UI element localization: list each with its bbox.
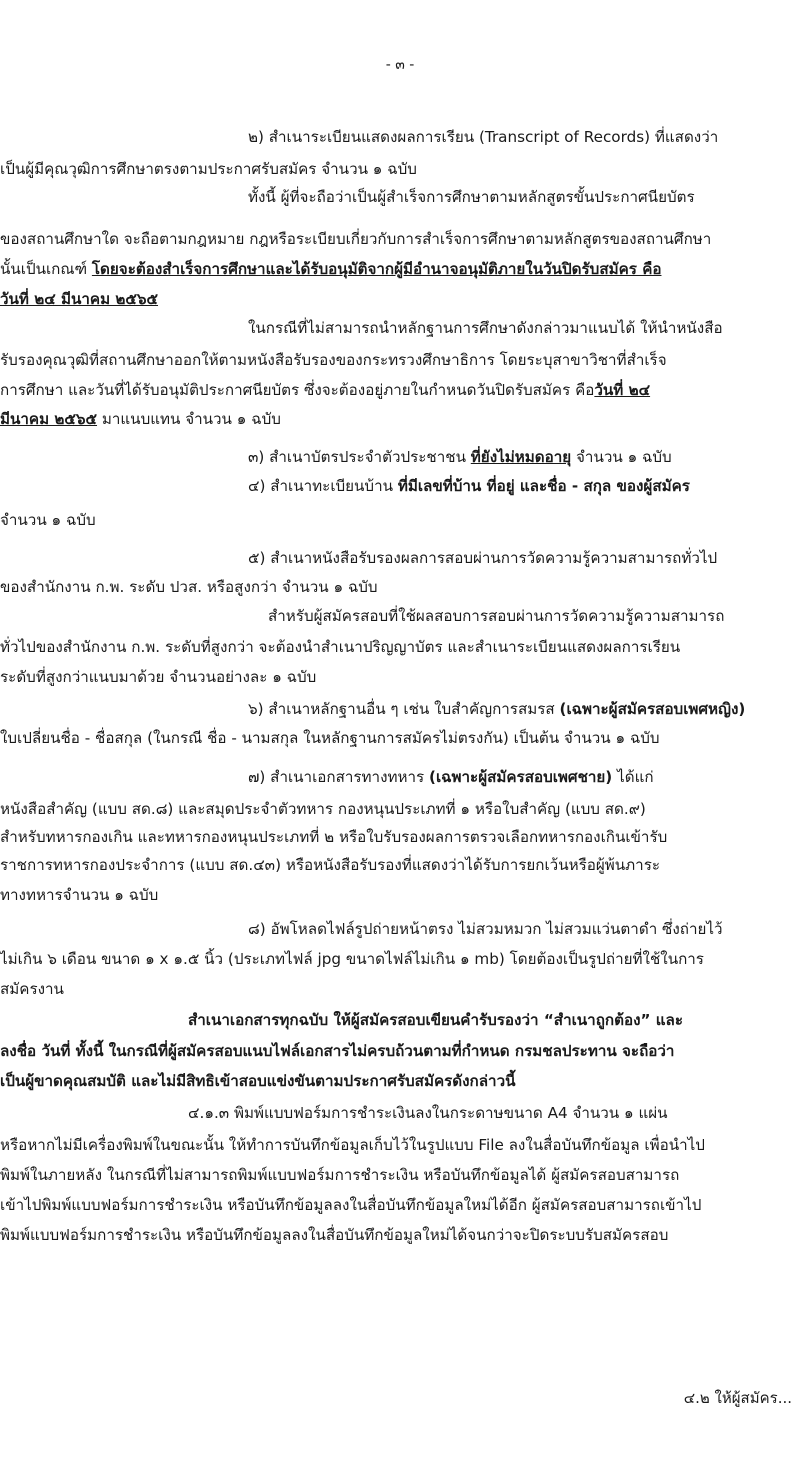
text-segment: วันที่ ๒๔ มีนาคม ๒๕๖๕ (0, 290, 159, 308)
text-segment: รับรองคุณวุฒิที่สถานศึกษาออกให้ตามหนังสือรับรองของกระทรวงศึกษาธิการ โดยระบุสาขาวิชาที่สำเร็จ (0, 351, 667, 369)
text-segment: พิมพ์แบบฟอร์มการชำระเงิน หรือบันทึกข้อมูลลงในสื่อบันทึกข้อมูลใหม่ได้จนกว่าจะปิดระบบรับสมัครสอบ (0, 1226, 669, 1244)
text-line (0, 946, 800, 972)
text-segment: ทางทหารจำนวน ๑ ฉบับ (0, 886, 159, 904)
text-line (0, 377, 800, 403)
text-segment: ๕) สำเนาหนังสือรับรองผลการสอบผ่านการวัดความรู้ความสามารถทั่วไป (248, 549, 718, 567)
text-line (0, 406, 800, 432)
text-line (0, 764, 800, 790)
text-segment: ที่ยังไม่หมดอายุ (470, 448, 572, 466)
text-line (0, 696, 800, 722)
text-segment: ได้แก่ (612, 768, 654, 786)
text-segment: ๗) สำเนาเอกสารทางทหาร (248, 768, 430, 786)
text-segment: เข้าไปพิมพ์แบบฟอร์มการชำระเงิน หรือบันทึกข้อมูลลงในสื่อบันทึกข้อมูลใหม่ได้อีก ผู้สมัครสอบสามารถเข้าไป (0, 1196, 702, 1214)
text-segment: ในกรณีที่ไม่สามารถนำหลักฐานการศึกษาดังกล่าวมาแนบได้ ให้นำหนังสือ (248, 319, 723, 337)
text-segment: วันที่ ๒๔ (594, 381, 651, 399)
text-segment: (เฉพาะผู้สมัครสอบเพศชาย) (429, 768, 613, 786)
text-segment: โดยจะต้องสำเร็จการศึกษาและได้รับอนุมัติจากผู้มีอำนาจอนุมัติภายในวันปิดรับสมัคร คือ (91, 260, 662, 278)
text-segment: มาแนบแทน จำนวน ๑ ฉบับ (97, 410, 281, 428)
text-line (0, 1192, 800, 1218)
text-line (0, 1162, 800, 1188)
text-line (0, 852, 800, 878)
text-segment: ราชการทหารกองประจำการ (แบบ สด.๔๓) หรือหนังสือรับรองที่แสดงว่าได้รับการยกเว้นหรือผู้พ้นภาระ (0, 856, 661, 874)
text-line (0, 634, 800, 660)
text-line (0, 226, 800, 252)
text-segment: ๔.๑.๓ พิมพ์แบบฟอร์มการชำระเงินลงในกระดาษขนาด A4 จำนวน ๑ แผ่น (188, 1104, 668, 1122)
text-segment: ๔) สำเนาทะเบียนบ้าน (248, 477, 398, 495)
text-line (0, 156, 800, 182)
text-segment: ระดับที่สูงกว่าแนบมาด้วย จำนวนอย่างละ ๑ ฉบับ (0, 668, 317, 686)
text-line (0, 796, 800, 822)
text-line (0, 1222, 800, 1248)
text-segment: สมัครงาน (0, 980, 64, 998)
text-line (0, 124, 800, 150)
text-line (0, 1038, 800, 1064)
text-segment: จำนวน ๑ ฉบับ (571, 448, 672, 466)
text-segment: เป็นผู้มีคุณวุฒิการศึกษาตรงตามประกาศรับสมัคร จำนวน ๑ ฉบับ (0, 160, 417, 178)
text-line (0, 1100, 800, 1126)
text-line (0, 1068, 800, 1094)
text-segment: ลงชื่อ วันที่ ทั้งนี้ ในกรณีที่ผู้สมัครสอบแนบไฟล์เอกสารไม่ครบถ้วนตามที่กำหนด กรมชลประทาน จะถือว่า (0, 1042, 675, 1060)
text-segment: ทั้งนี้ ผู้ที่จะถือว่าเป็นผู้สำเร็จการศึกษาตามหลักสูตรขั้นประกาศนียบัตร (248, 188, 695, 206)
text-line (0, 256, 800, 282)
text-segment: มีนาคม ๒๕๖๕ (0, 410, 98, 428)
text-line (0, 315, 800, 341)
text-segment: การศึกษา และวันที่ได้รับอนุมัติประกาศนียบัตร ซึ่งจะต้องอยู่ภายในกำหนดวันปิดรับสมัคร คือ (0, 381, 595, 399)
text-segment: ๘) อัพโหลดไฟล์รูปถ่ายหน้าตรง ไม่สวมหมวก ไม่สวมแว่นตาดำ ซึ่งถ่ายไว้ (248, 920, 723, 938)
text-segment: หนังสือสำคัญ (แบบ สด.๘) และสมุดประจำตัวทหาร กองหนุนประเภทที่ ๑ หรือใบสำคัญ (แบบ สด.๙) (0, 800, 646, 818)
text-line (0, 664, 800, 690)
page-number: - ๓ - (385, 57, 415, 73)
text-segment: นั้นเป็นเกณฑ์ (0, 260, 92, 278)
text-segment: หรือหากไม่มีเครื่องพิมพ์ในขณะนั้น ให้ทำการบันทึกข้อมูลเก็บไว้ในรูปแบบ File ลงในสื่อบันทึกข้อมูล เพื่อนำไป (0, 1136, 705, 1154)
text-segment: ของสถานศึกษาใด จะถือตามกฎหมาย กฎหรือระเบียบเกี่ยวกับการสำเร็จการศึกษาตามหลักสูตรของสถานศึกษา (0, 230, 712, 248)
text-segment: ที่มีเลขที่บ้าน ที่อยู่ และชื่อ - สกุล ของผู้สมัคร (397, 477, 690, 495)
text-segment: ๒) สำเนาระเบียนแสดงผลการเรียน (Transcript of Records) ที่แสดงว่า (248, 128, 719, 146)
text-segment: (เฉพาะผู้สมัครสอบเพศหญิง) (559, 700, 746, 718)
text-segment: พิมพ์ในภายหลัง ในกรณีที่ไม่สามารถพิมพ์แบบฟอร์มการชำระเงิน หรือบันทึกข้อมูลได้ ผู้สมัครสอบสามารถ (0, 1166, 680, 1184)
text-segment: ของสำนักงาน ก.พ. ระดับ ปวส. หรือสูงกว่า จำนวน ๑ ฉบับ (0, 578, 378, 596)
text-line (0, 916, 800, 942)
text-segment: สำหรับผู้สมัครสอบที่ใช้ผลสอบการสอบผ่านการวัดความรู้ความสามารถ (268, 607, 725, 625)
text-line (0, 1132, 800, 1158)
text-segment: ทั่วไปของสำนักงาน ก.พ. ระดับที่สูงกว่า จะต้องนำสำเนาปริญญาบัตร และสำเนาระเบียนแสดงผลการเรียน (0, 638, 681, 656)
text-segment: จำนวน ๑ ฉบับ (0, 511, 96, 529)
text-line (0, 725, 800, 751)
text-line (0, 603, 800, 629)
text-segment: เป็นผู้ขาดคุณสมบัติ และไม่มีสิทธิเข้าสอบแข่งขันตามประกาศรับสมัครดังกล่าวนี้ (0, 1072, 516, 1090)
text-line (0, 473, 800, 499)
text-line (0, 286, 800, 312)
text-line (0, 444, 800, 470)
text-segment: ไม่เกิน ๖ เดือน ขนาด ๑ x ๑.๕ นิ้ว (ประเภทไฟล์ jpg ขนาดไฟล์ไม่เกิน ๑ mb) โดยต้องเป็นรูปถ่ายที่ใช้ในการ (0, 950, 704, 968)
text-line (0, 574, 800, 600)
continuation-note: ๔.๒ ให้ผู้สมัคร... (683, 1389, 792, 1407)
text-line (0, 347, 800, 373)
text-segment: ๖) สำเนาหลักฐานอื่น ๆ เช่น ใบสำคัญการสมรส (248, 700, 560, 718)
text-segment: สำหรับทหารกองเกิน และทหารกองหนุนประเภทที่ ๒ หรือใบรับรองผลการตรวจเลือกทหารกองเกินเข้ารับ (0, 828, 668, 846)
text-segment: ๓) สำเนาบัตรประจำตัวประชาชน (248, 448, 471, 466)
text-line (0, 1007, 800, 1033)
text-line (0, 545, 800, 571)
text-line (0, 824, 800, 850)
text-line (0, 184, 800, 210)
text-segment: ใบเปลี่ยนชื่อ - ชื่อสกุล (ในกรณี ชื่อ - นามสกุล ในหลักฐานการสมัครไม่ตรงกัน) เป็นต้น จำนวน ๑ ฉบับ (0, 729, 660, 747)
text-line (0, 507, 800, 533)
text-segment: สำเนาเอกสารทุกฉบับ ให้ผู้สมัครสอบเขียนคำรับรองว่า “สำเนาถูกต้อง” และ (188, 1011, 684, 1029)
text-line (0, 882, 800, 908)
text-line (0, 976, 800, 1002)
